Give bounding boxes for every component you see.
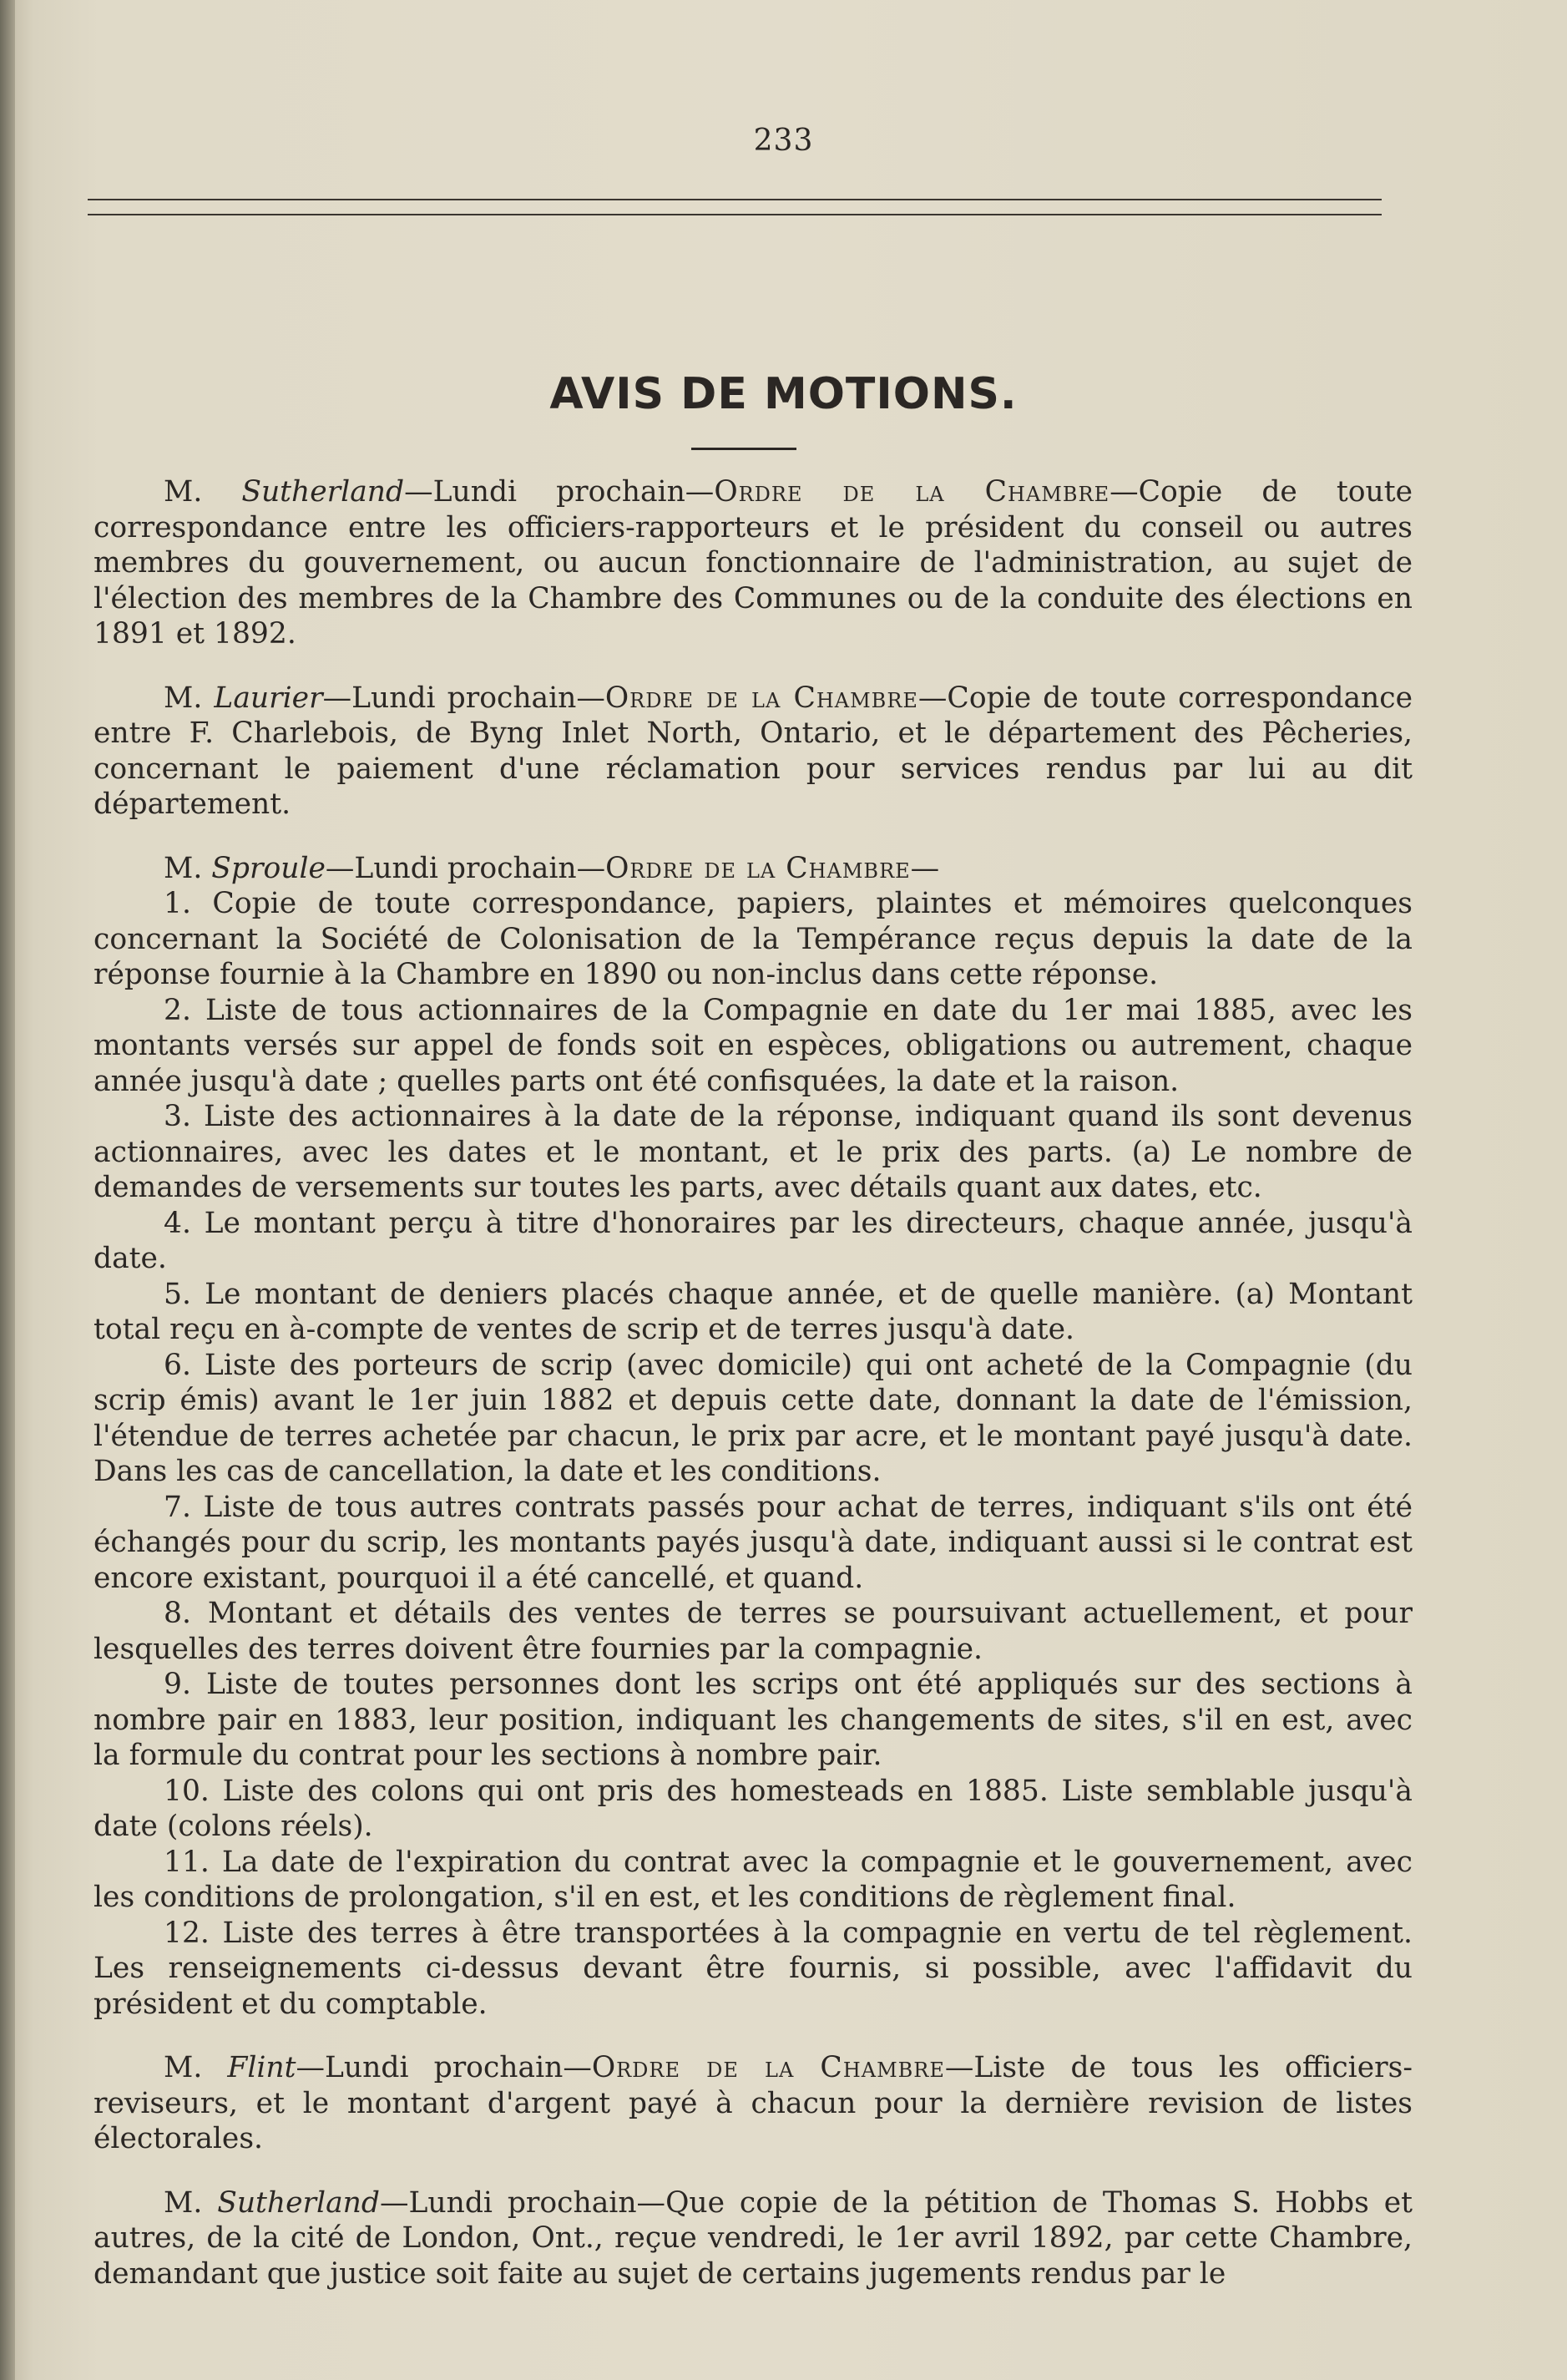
motion-prefix: M. (164, 851, 212, 885)
motion-intro: —Lundi prochain— (379, 2185, 666, 2220)
list-item: 7. Liste de tous autres contrats passés pour achat de terres, indiquant s'ils ont été échangés pour du scrip, les montants payés jusqu'à date, indiquant aussi si le contrat est encore existant, pourquoi il a été cancellé, et quand. (94, 1490, 1413, 1595)
motion-order: Ordre de la Chambre (605, 851, 911, 885)
motion-text: —Copie de toute correspondance entre les officiers-rapporteurs et le président du conseil ou autres membres du gouvernement, ou aucun fonctionnaire de l'administration, au sujet de l'élection des membres de la Chambre des Communes ou de la conduite des élections en 1891 et 1892. (94, 475, 1413, 651)
member-name: Sutherland (217, 2185, 380, 2220)
motion-prefix: M. (164, 2185, 218, 2220)
list-item: 5. Le montant de deniers placés chaque année, et de quelle manière. (a) Montant total reçu en à-compte de ventes de scrip et de terres jusqu'à date. (94, 1277, 1413, 1346)
motion-paragraph (94, 2050, 1413, 2157)
motion-order: Ordre de la Chambre (604, 681, 918, 715)
member-name: Sproule (211, 851, 326, 885)
header-rule-second (88, 214, 1382, 215)
member-name: Laurier (214, 681, 323, 715)
title-divider (691, 448, 796, 450)
page-number: 233 (753, 124, 814, 158)
motion-prefix: M. (164, 681, 215, 715)
motion-prefix: M. (164, 2051, 228, 2084)
list-item: 12. Liste des terres à être transportées à la compagnie en vertu de tel règlement. Les renseignements ci-dessus devant être fournis, si possible, avec l'affidavit du président et du comptable. (94, 1916, 1413, 2021)
motion-text: Que copie de la pétition de Thomas S. Hobbs et autres, de la cité de London, Ont., reçue vendredi, le 1er avril 1892, par cette Chambre, demandant que justice soit faite au sujet de certains jugements rendus par le (94, 2185, 1413, 2291)
motion-intro: —Lundi prochain— (404, 475, 715, 509)
motion-text: — (910, 851, 940, 885)
motion-paragraph (94, 474, 1413, 652)
binding-edge (0, 0, 15, 2380)
list-item: 3. Liste des actionnaires à la date de la réponse, indiquant quand ils sont devenus actionnaires, avec les dates et le montant, et le prix des parts. (a) Le nombre de demandes de versements sur toutes les parts, avec détails quant aux dates, etc. (94, 1100, 1413, 1204)
list-item: 1. Copie de toute correspondance, papiers, plaintes et mémoires quelconques concernant la Société de Colonisation de la Tempérance reçus depuis la date de la réponse fournie à la Chambre en 1890 ou non-inclus dans cette réponse. (94, 887, 1413, 991)
motion-intro: —Lundi prochain— (325, 851, 606, 885)
motion-text: —Liste de tous les officiers-reviseurs, et le montant d'argent payé à chacun pour la dernière revision de listes électorales. (94, 2051, 1413, 2155)
motion-intro: —Lundi prochain— (322, 681, 605, 715)
list-item: 6. Liste des porteurs de scrip (avec domicile) qui ont acheté de la Compagnie (du scrip émis) avant le 1er juin 1882 et depuis cette date, donnant la date de l'émission, l'étendue de terres achetée par chacun, le prix par acre, et le montant payé jusqu'à date. Dans les cas de cancellation, la date et les conditions. (94, 1348, 1413, 1488)
motion-text: —Copie de toute correspondance entre F. Charlebois, de Byng Inlet North, Ontario, et le département des Pêcheries, concernant le paiement d'une réclamation pour services rendus par lui au dit département. (94, 681, 1413, 821)
motions-body (94, 474, 1413, 2320)
motion-sutherland-1 (94, 474, 1413, 652)
member-name: Flint (227, 2051, 296, 2084)
list-item: 9. Liste de toutes personnes dont les scrips ont été appliqués sur des sections à nombre pair en 1883, leur position, indiquant les changements de sites, s'il en est, avec la formule du contrat pour les sections à nombre pair. (94, 1668, 1413, 1772)
motion-order: Ordre de la Chambre (591, 2051, 945, 2084)
page-title: AVIS DE MOTIONS. (549, 369, 1018, 419)
header-rule (88, 199, 1382, 200)
motion-prefix: M. (164, 475, 242, 509)
motion-sutherland-2 (94, 2185, 1413, 2292)
motion-paragraph (94, 851, 1413, 887)
motion-order: Ordre de la Chambre (714, 475, 1110, 509)
motion-laurier (94, 681, 1413, 823)
motion-paragraph (94, 681, 1413, 823)
motion-intro: —Lundi prochain— (296, 2051, 592, 2084)
list-item: 4. Le montant perçu à titre d'honoraires par les directeurs, chaque année, jusqu'à date. (94, 1206, 1413, 1275)
motion-flint (94, 2050, 1413, 2157)
list-item: 11. La date de l'expiration du contrat avec la compagnie et le gouvernement, avec les conditions de prolongation, s'il en est, et les conditions de règlement final. (94, 1845, 1413, 1914)
list-item: 2. Liste de tous actionnaires de la Compagnie en date du 1er mai 1885, avec les montants versés sur appel de fonds soit en espèces, obligations ou autrement, chaque année jusqu'à date ; quelles parts ont été confisquées, la date et la raison. (94, 993, 1413, 1098)
member-name: Sutherland (241, 475, 405, 509)
motion-paragraph (94, 2185, 1413, 2292)
list-item: 8. Montant et détails des ventes de terres se poursuivant actuellement, et pour lesquelles des terres doivent être fournies par la compagnie. (94, 1597, 1413, 1666)
list-item: 10. Liste des colons qui ont pris des homesteads en 1885. Liste semblable jusqu'à date (colons réels). (94, 1774, 1413, 1843)
motion-sproule (94, 851, 1413, 2023)
